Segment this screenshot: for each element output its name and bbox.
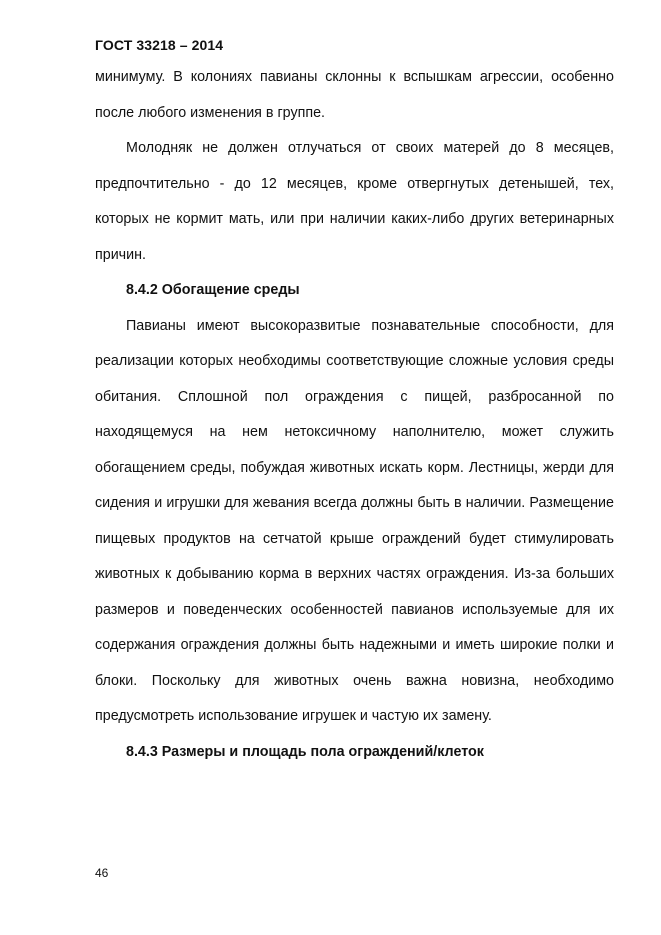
section-heading-enclosure-size: 8.4.3 Размеры и площадь пола ограждений/клеток — [126, 743, 484, 760]
document-header: ГОСТ 33218 – 2014 — [95, 37, 224, 53]
paragraph-weaning: Молодняк не должен отлучаться от своих матерей до 8 месяцев, предпочтительно - до 12 месяцев, кроме отвергнутых детенышей, тех, которых не кормит мать, или при наличии каких-либо других ветеринарных причин. — [95, 140, 614, 263]
page-number: 46 — [95, 866, 109, 880]
paragraph-enrichment: Павианы имеют высокоразвитые познавательные способности, для реализации которых необходимы соответствующие сложные условия среды обитания. Сплошной пол ограждения с пищей, разбросанной по находящемуся на нем нетоксичному наполнителю, может служить обогащением среды, побуждая животных искать корм. Лестницы, жерди для сидения и игрушки для жевания всегда должны быть в наличии. Размещение пищевых продуктов на сетчатой крыше ограждений будет стимулировать животных к добыванию корма в верхних частях ограждения. Из-за больших размеров и поведенческих особенностей павианов используемые для их содержания ограждения должны быть надежными и иметь широкие полки и блоки. Поскольку для животных очень важна новизна, необходимо предусмотреть использование игрушек и частую их замену. — [95, 317, 614, 724]
section-heading-enrichment: 8.4.2 Обогащение среды — [126, 282, 300, 298]
document-body — [95, 60, 614, 770]
paragraph-continuation: минимуму. В колониях павианы склонны к вспышкам агрессии, особенно после любого изменения в группе. — [95, 69, 614, 121]
